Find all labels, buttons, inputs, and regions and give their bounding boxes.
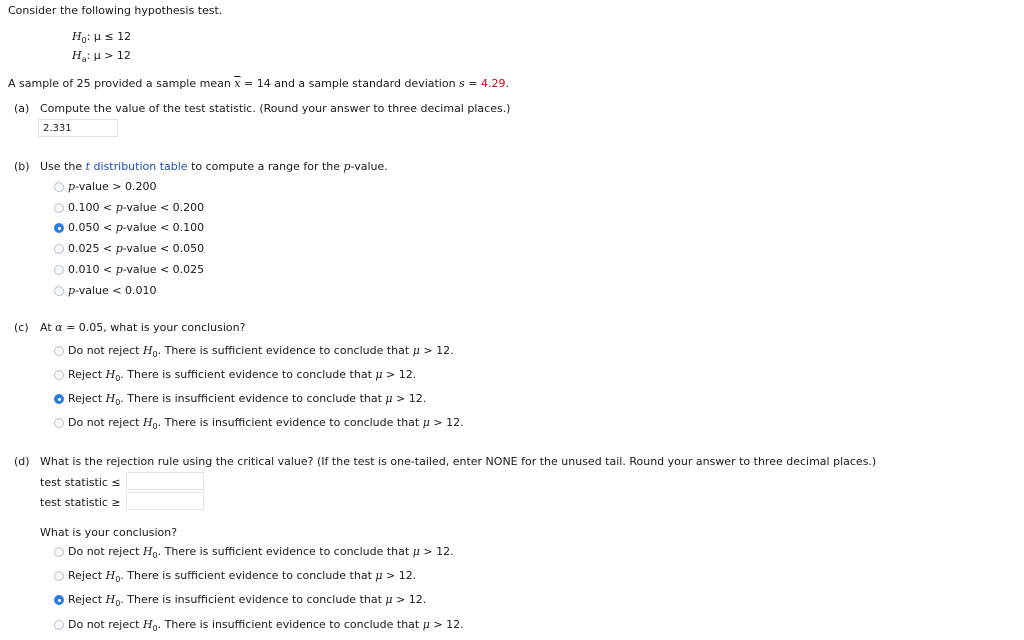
- pvalue-option[interactable]: [54, 201, 204, 214]
- t-distribution-table-link[interactable]: [86, 160, 188, 173]
- mu-symbol: μ: [375, 569, 383, 582]
- pvalue-option[interactable]: [54, 242, 204, 255]
- pvalue-option-label: [68, 221, 204, 234]
- conclusion-c-option[interactable]: [54, 344, 454, 359]
- h0-statement: : μ ≤ 12: [86, 30, 132, 43]
- pvalue-p-symbol: p: [115, 242, 123, 255]
- conclusion-text: . There is insufficient evidence to conclude that: [157, 618, 423, 631]
- test-statistic-ge-label: test statistic ≥: [40, 496, 121, 509]
- part-a-label: (a): [14, 102, 30, 115]
- null-hypothesis: [72, 30, 131, 45]
- part-d-question: What is the rejection rule using the critical value? (If the test is one-tailed, enter NONE for the unused tail. Round your answer to three decimal places.): [40, 455, 877, 468]
- part-a-question: Compute the value of the test statistic. (Round your answer to three decimal places.): [40, 102, 511, 115]
- conclusion-end: > 12.: [382, 569, 417, 582]
- h0-symbol: H: [105, 392, 116, 405]
- conclusion-d-radio[interactable]: [54, 547, 64, 557]
- pvalue-pre: 0.100 <: [68, 201, 116, 214]
- mu-symbol: μ: [375, 368, 383, 381]
- part-b-q-end: -value.: [350, 160, 388, 173]
- pvalue-radio[interactable]: [54, 286, 64, 296]
- pvalue-post: -value < 0.100: [122, 221, 205, 234]
- conclusion-c-radio[interactable]: [54, 418, 64, 428]
- h0-symbol: H: [142, 416, 153, 429]
- conclusion-end: > 12.: [429, 416, 464, 429]
- part-b-q-mid: to compute a range for the: [187, 160, 344, 173]
- conclusion-text: . There is sufficient evidence to conclude that: [157, 545, 413, 558]
- conclusion-pre: Do not reject: [68, 618, 143, 631]
- pvalue-option-label: [68, 263, 204, 276]
- conclusion-c-option-label: [68, 368, 416, 381]
- part-d-label: (d): [14, 455, 30, 468]
- pvalue-radio[interactable]: [54, 182, 64, 192]
- h0-symbol: H: [142, 545, 153, 558]
- pvalue-option-label: [68, 201, 204, 214]
- conclusion-d-option-label: [68, 545, 454, 558]
- test-statistic-le-input[interactable]: [126, 472, 204, 490]
- pvalue-option-label: [68, 284, 156, 297]
- conclusion-d-option-label: [68, 593, 426, 606]
- part-c-q-post: = 0.05, what is your conclusion?: [62, 321, 246, 334]
- mu-symbol: μ: [385, 593, 393, 606]
- conclusion-end: > 12.: [392, 593, 427, 606]
- pvalue-radio[interactable]: [54, 244, 64, 254]
- conclusion-c-option-label: [68, 344, 454, 357]
- conclusion-pre: Reject: [68, 569, 106, 582]
- conclusion-text: . There is sufficient evidence to conclude that: [120, 368, 376, 381]
- h0-symbol: H: [105, 593, 116, 606]
- part-c-q-pre: At: [40, 321, 56, 334]
- h0-subscript: 0: [152, 422, 158, 431]
- h0-subscript: 0: [115, 599, 121, 608]
- test-statistic-le-label: test statistic ≤: [40, 476, 121, 489]
- p-symbol: p: [343, 160, 351, 173]
- pvalue-pre: 0.010 <: [68, 263, 116, 276]
- pvalue-post: -value < 0.050: [122, 242, 205, 255]
- conclusion-text: . There is sufficient evidence to conclude that: [157, 344, 413, 357]
- part-c-question: [40, 321, 245, 334]
- conclusion-text: . There is insufficient evidence to conclude that: [120, 392, 386, 405]
- pvalue-radio[interactable]: [54, 223, 64, 233]
- s-equals: =: [464, 77, 481, 90]
- conclusion-d-option[interactable]: [54, 569, 416, 584]
- sample-end: .: [505, 77, 509, 90]
- pvalue-post: -value < 0.200: [122, 201, 205, 214]
- conclusion-pre: Do not reject: [68, 344, 143, 357]
- pvalue-option[interactable]: [54, 284, 156, 297]
- mu-symbol: μ: [385, 392, 393, 405]
- mu-symbol: μ: [422, 618, 430, 631]
- conclusion-d-option[interactable]: [54, 618, 464, 633]
- pvalue-radio[interactable]: [54, 203, 64, 213]
- conclusion-text: . There is sufficient evidence to conclude that: [120, 569, 376, 582]
- conclusion-pre: Reject: [68, 392, 106, 405]
- pvalue-pre: 0.050 <: [68, 221, 116, 234]
- h0-subscript: 0: [152, 624, 158, 633]
- part-d-conclusion-question: What is your conclusion?: [40, 526, 178, 539]
- h0-subscript: 0: [152, 350, 158, 359]
- ha-symbol: H: [72, 49, 82, 62]
- h0-subscript: 0: [152, 551, 158, 560]
- h0-subscript: 0: [81, 36, 87, 45]
- pvalue-p-symbol: p: [68, 284, 76, 297]
- part-b-q-pre: Use the: [40, 160, 86, 173]
- pvalue-p-symbol: p: [115, 201, 123, 214]
- conclusion-c-radio[interactable]: [54, 346, 64, 356]
- pvalue-post: -value > 0.200: [75, 180, 157, 193]
- intro-text: Consider the following hypothesis test.: [8, 4, 223, 17]
- sample-description: [8, 77, 509, 90]
- conclusion-c-radio[interactable]: [54, 370, 64, 380]
- t-link-symbol: t: [85, 160, 91, 173]
- test-statistic-input[interactable]: 2.331: [38, 119, 118, 137]
- part-b-question: [40, 160, 388, 173]
- conclusion-text: . There is insufficient evidence to conclude that: [120, 593, 386, 606]
- conclusion-d-option-label: [68, 569, 416, 582]
- xbar-symbol: $\overline{x}$: [234, 77, 241, 90]
- conclusion-c-option[interactable]: [54, 416, 464, 431]
- alpha-symbol: α: [55, 321, 63, 334]
- pvalue-option-label: [68, 242, 204, 255]
- pvalue-p-symbol: p: [115, 221, 123, 234]
- conclusion-c-option-label: [68, 392, 426, 405]
- ha-subscript: a: [81, 55, 87, 64]
- mu-symbol: μ: [412, 545, 420, 558]
- h0-subscript: 0: [115, 398, 121, 407]
- conclusion-d-option[interactable]: [54, 593, 426, 608]
- pvalue-post: -value < 0.010: [75, 284, 157, 297]
- pvalue-option[interactable]: [54, 180, 156, 193]
- conclusion-end: > 12.: [419, 344, 454, 357]
- conclusion-pre: Do not reject: [68, 416, 143, 429]
- conclusion-d-option[interactable]: [54, 545, 454, 560]
- sample-prefix: A sample of 25 provided a sample mean: [8, 77, 235, 90]
- sample-mid: = 14 and a sample standard deviation: [240, 77, 460, 90]
- pvalue-option[interactable]: [54, 263, 204, 276]
- conclusion-d-option-label: [68, 618, 464, 631]
- h0-symbol: H: [105, 368, 116, 381]
- conclusion-end: > 12.: [392, 392, 427, 405]
- conclusion-c-option[interactable]: [54, 392, 426, 407]
- h0-symbol: H: [142, 618, 153, 631]
- conclusion-pre: Reject: [68, 593, 106, 606]
- t-link-text: distribution table: [90, 160, 188, 173]
- s-symbol: s: [459, 77, 465, 90]
- conclusion-c-option[interactable]: [54, 368, 416, 383]
- pvalue-radio[interactable]: [54, 265, 64, 275]
- pvalue-p-symbol: p: [115, 263, 123, 276]
- s-value: 4.29: [480, 77, 506, 90]
- test-statistic-ge-input[interactable]: [126, 492, 204, 510]
- h0-symbol: H: [105, 569, 116, 582]
- pvalue-option[interactable]: [54, 221, 204, 234]
- h0-symbol: H: [72, 30, 82, 43]
- conclusion-text: . There is insufficient evidence to conclude that: [157, 416, 423, 429]
- pvalue-p-symbol: p: [68, 180, 76, 193]
- h0-subscript: 0: [115, 374, 121, 383]
- h0-symbol: H: [142, 344, 153, 357]
- conclusion-d-radio[interactable]: [54, 595, 64, 605]
- mu-symbol: μ: [412, 344, 420, 357]
- conclusion-end: > 12.: [419, 545, 454, 558]
- pvalue-pre: 0.025 <: [68, 242, 116, 255]
- mu-symbol: μ: [422, 416, 430, 429]
- conclusion-c-option-label: [68, 416, 464, 429]
- part-b-label: (b): [14, 160, 30, 173]
- conclusion-pre: Do not reject: [68, 545, 143, 558]
- conclusion-c-radio[interactable]: [54, 394, 64, 404]
- h0-subscript: 0: [115, 575, 121, 584]
- conclusion-d-radio[interactable]: [54, 620, 64, 630]
- part-c-label: (c): [14, 321, 29, 334]
- conclusion-d-radio[interactable]: [54, 571, 64, 581]
- conclusion-pre: Reject: [68, 368, 106, 381]
- conclusion-end: > 12.: [382, 368, 417, 381]
- alternative-hypothesis: [72, 49, 131, 64]
- pvalue-post: -value < 0.025: [122, 263, 205, 276]
- ha-statement: : μ > 12: [86, 49, 131, 62]
- conclusion-end: > 12.: [429, 618, 464, 631]
- pvalue-option-label: [68, 180, 156, 193]
